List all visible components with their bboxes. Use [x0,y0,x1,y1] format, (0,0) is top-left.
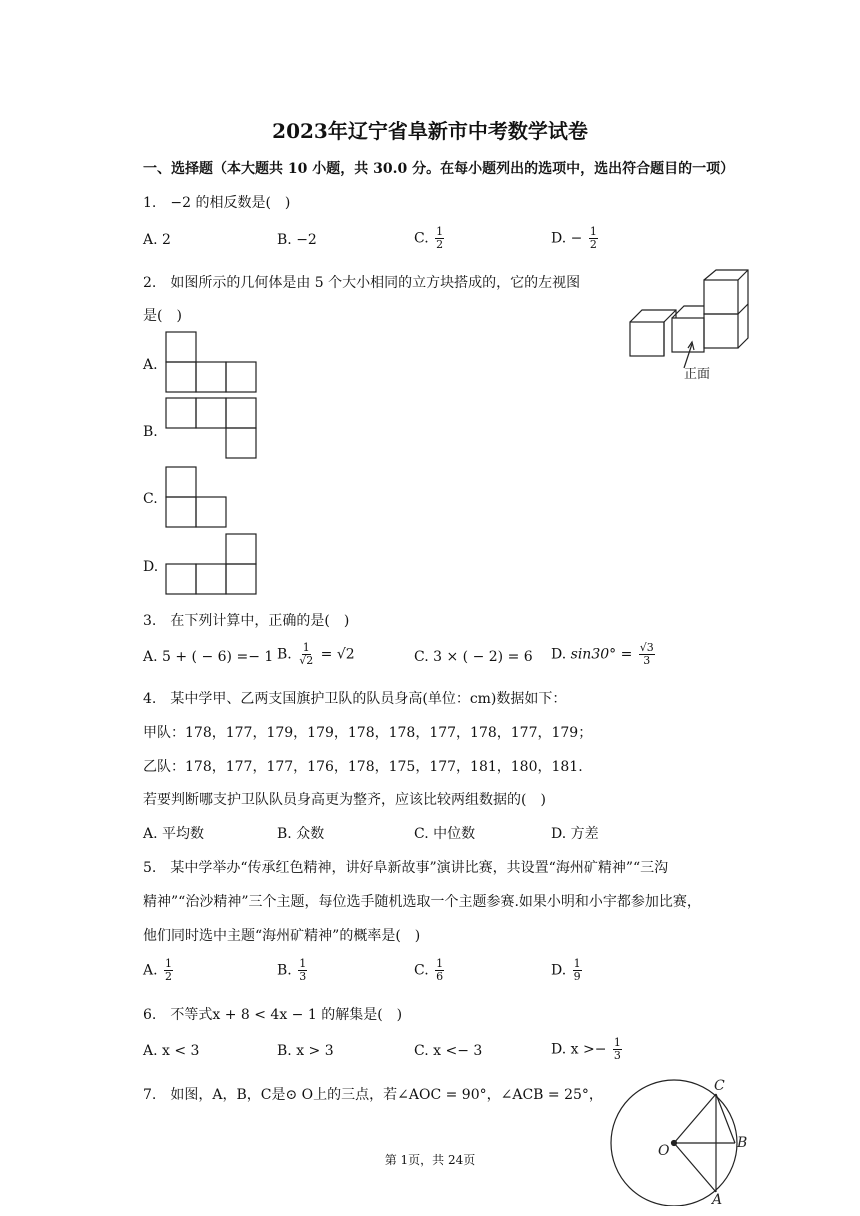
cube-stack-figure [622,264,758,384]
question-2-stem-line2: 是( ) [143,308,182,324]
q6-option-a: A. x < 3 [143,1043,200,1059]
page-footer: 第 1页，共 24页 [384,1153,476,1167]
q4-option-d: D. 方差 [551,826,599,842]
question-5-line3: 他们同时选中主题“海州矿精神”的概率是( ) [143,928,421,944]
question-5-line2: 精神”“治沙精神”三个主题，每位选手随机选取一个主题参赛.如果小明和小宇都参加比赛， [143,894,701,910]
q2-option-d-label: D. [143,559,159,575]
q2-option-b-view [164,396,260,460]
q2-option-a-view [164,330,260,394]
q6-option-d: D. x >− $\frac{1}{3}$ [551,1036,621,1062]
question-3-stem: 3. 在下列计算中，正确的是( ) [143,613,350,629]
q5-option-d: D. $\frac{1}{9}$ [551,957,581,983]
fraction: $\frac{1}{2}$ [165,957,173,983]
fraction: $\frac{1}{3}$ [299,957,307,983]
fraction: $\frac{√3}{3}$ [639,641,654,667]
q3-option-c: C. 3 × ( − 2) = 6 [414,649,533,665]
q3-option-a: A. 5 + ( − 6) =− 1 [143,649,274,665]
q6-option-c: C. x <− 3 [414,1043,483,1059]
q2-option-a-label: A. [143,357,158,373]
fraction: $\frac{1}{2}$ [436,225,444,251]
q1-option-c: C. $\frac{1}{2}$ [414,225,444,251]
q1-option-b: B. −2 [277,232,317,248]
circle-figure [606,1076,756,1206]
q1-option-a: A. 2 [143,232,171,248]
q4-team-a-data: 甲队：178，177，179，179，178，178，177，178，177，179； [143,725,593,741]
q5-option-a: A. $\frac{1}{2}$ [143,957,173,983]
q5-option-b: B. $\frac{1}{3}$ [277,957,307,983]
question-6-stem: 6. 不等式x + 8 < 4x − 1 的解集是( ) [143,1007,403,1023]
fraction: $\frac{1}{6}$ [436,957,444,983]
question-1-stem: 1. −2 的相反数是( ) [143,195,291,211]
q5-option-c: C. $\frac{1}{6}$ [414,957,444,983]
q2-option-c-label: C. [143,491,158,507]
q6-option-b: B. x > 3 [277,1043,334,1059]
q2-option-d-view [164,532,260,596]
label-o: O [658,1143,670,1159]
section-heading: 一、选择题（本大题共 10 小题，共 30.0 分。在每小题列出的选项中，选出符合题目的一项） [143,161,735,177]
q4-option-a: A. 平均数 [143,826,205,842]
fraction: $\frac{1}{2}$ [589,225,597,251]
question-4-stem: 4. 某中学甲、乙两支国旗护卫队的队员身高(单位：cm)数据如下： [143,691,567,707]
label-c: C [714,1078,725,1094]
q1-option-d: D. − $\frac{1}{2}$ [551,225,597,251]
question-7-stem: 7. 如图，A，B，C是⊙ O上的三点，若∠AOC = 90°，∠ACB = 25°， [143,1087,603,1103]
q3-option-b: B. $\frac{1}{√2}$ = √2 [277,641,355,667]
fraction: $\frac{1}{3}$ [613,1036,621,1062]
page-title: 2023年辽宁省阜新市中考数学试卷 [272,119,588,143]
q3-option-d: D. sin30° = $\frac{√3}{3}$ [551,641,654,667]
question-2-stem-line1: 2. 如图所示的几何体是由 5 个大小相同的立方块搭成的，它的左视图 [143,275,581,291]
question-5-line1: 5. 某中学举办“传承红色精神，讲好阜新故事”演讲比赛，共设置“海州矿精神”“三沟 [143,860,669,876]
fraction: $\frac{1}{√2}$ [299,641,314,667]
q2-option-b-label: B. [143,424,158,440]
q2-option-c-view [164,465,230,529]
q4-option-c: C. 中位数 [414,826,476,842]
label-a: A [712,1192,723,1206]
q4-option-b: B. 众数 [277,826,325,842]
label-b: B [737,1135,748,1151]
front-label: 正面 [684,367,711,382]
q4-question: 若要判断哪支护卫队队员身高更为整齐，应该比较两组数据的( ) [143,792,546,808]
fraction: $\frac{1}{9}$ [573,957,581,983]
q4-team-b-data: 乙队：178，177，177，176，178，175，177，181，180，181. [143,759,583,775]
